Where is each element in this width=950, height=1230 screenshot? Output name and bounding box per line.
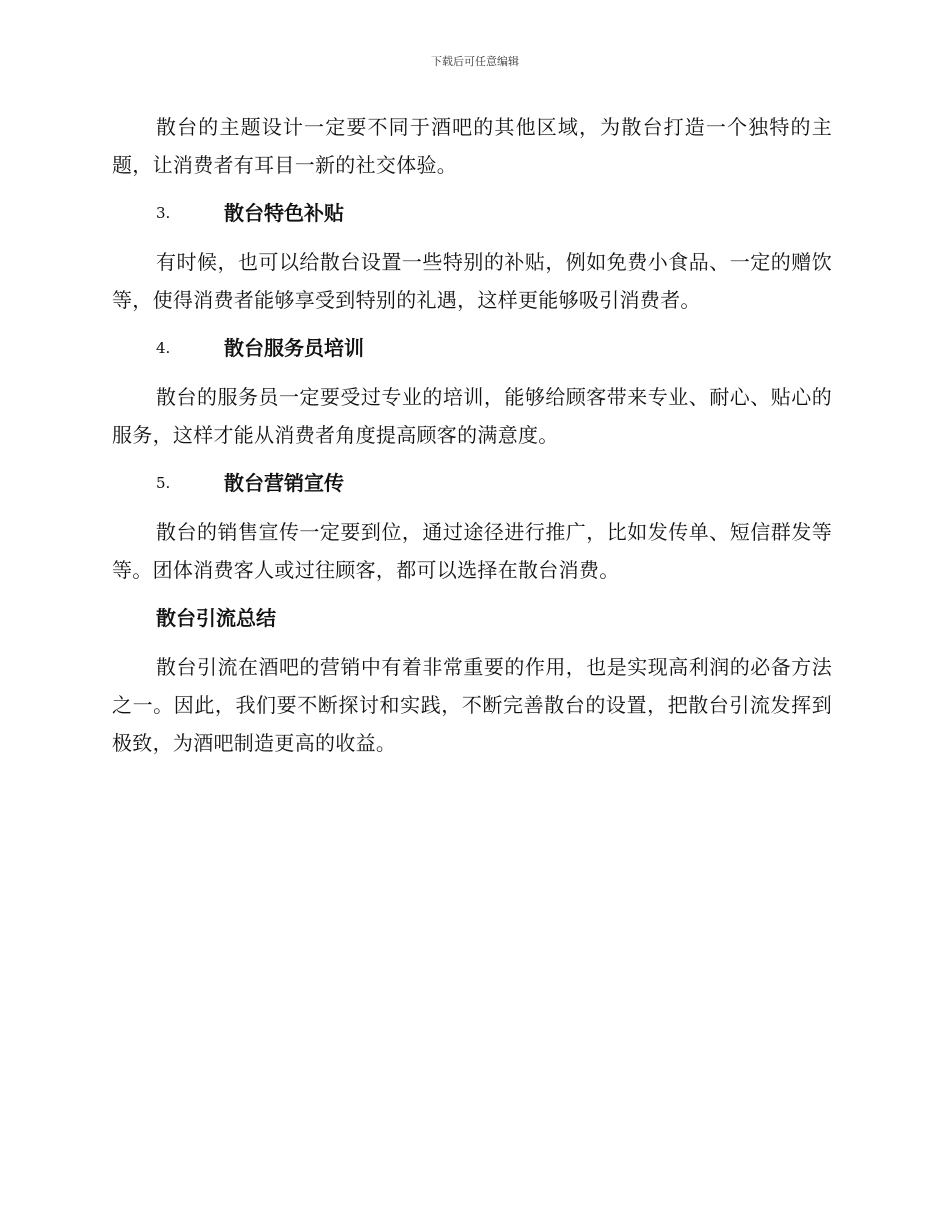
- paragraph-theme-design: 散台的主题设计一定要不同于酒吧的其他区域，为散台打造一个独特的主题，让消费者有耳目一新的社交体验。: [112, 115, 832, 177]
- summary-title: 散台引流总结: [156, 606, 276, 630]
- paragraph-staff-training: 散台的服务员一定要受过专业的培训，能够给顾客带来专业、耐心、贴心的服务，这样才能从消费者角度提高顾客的满意度。: [112, 385, 832, 447]
- section-title: 散台服务员培训: [224, 336, 364, 360]
- paragraph-subsidy: 有时候，也可以给散台设置一些特别的补贴，例如免费小食品、一定的赠饮等，使得消费者能够享受到特别的礼遇，这样更能够吸引消费者。: [112, 250, 832, 312]
- paragraph-marketing: 散台的销售宣传一定要到位，通过途径进行推广，比如发传单、短信群发等等。团体消费客人或过往顾客，都可以选择在散台消费。: [112, 520, 832, 582]
- section-heading-5: [112, 461, 832, 505]
- section-number: 4.: [156, 339, 171, 357]
- document-body: [112, 108, 832, 762]
- section-heading-3: [112, 191, 832, 235]
- section-number: 3.: [156, 204, 171, 222]
- section-number: 5.: [156, 474, 171, 492]
- paragraph-summary: 散台引流在酒吧的营销中有着非常重要的作用，也是实现高利润的必备方法之一。因此，我们要不断探讨和实践，不断完善散台的设置，把散台引流发挥到极致，为酒吧制造更高的收益。: [112, 655, 832, 755]
- section-title: 散台营销宣传: [224, 471, 344, 495]
- summary-heading: [112, 596, 832, 640]
- page-header: 下载后可任意编辑: [431, 55, 519, 68]
- section-heading-4: [112, 326, 832, 370]
- section-title: 散台特色补贴: [224, 201, 344, 225]
